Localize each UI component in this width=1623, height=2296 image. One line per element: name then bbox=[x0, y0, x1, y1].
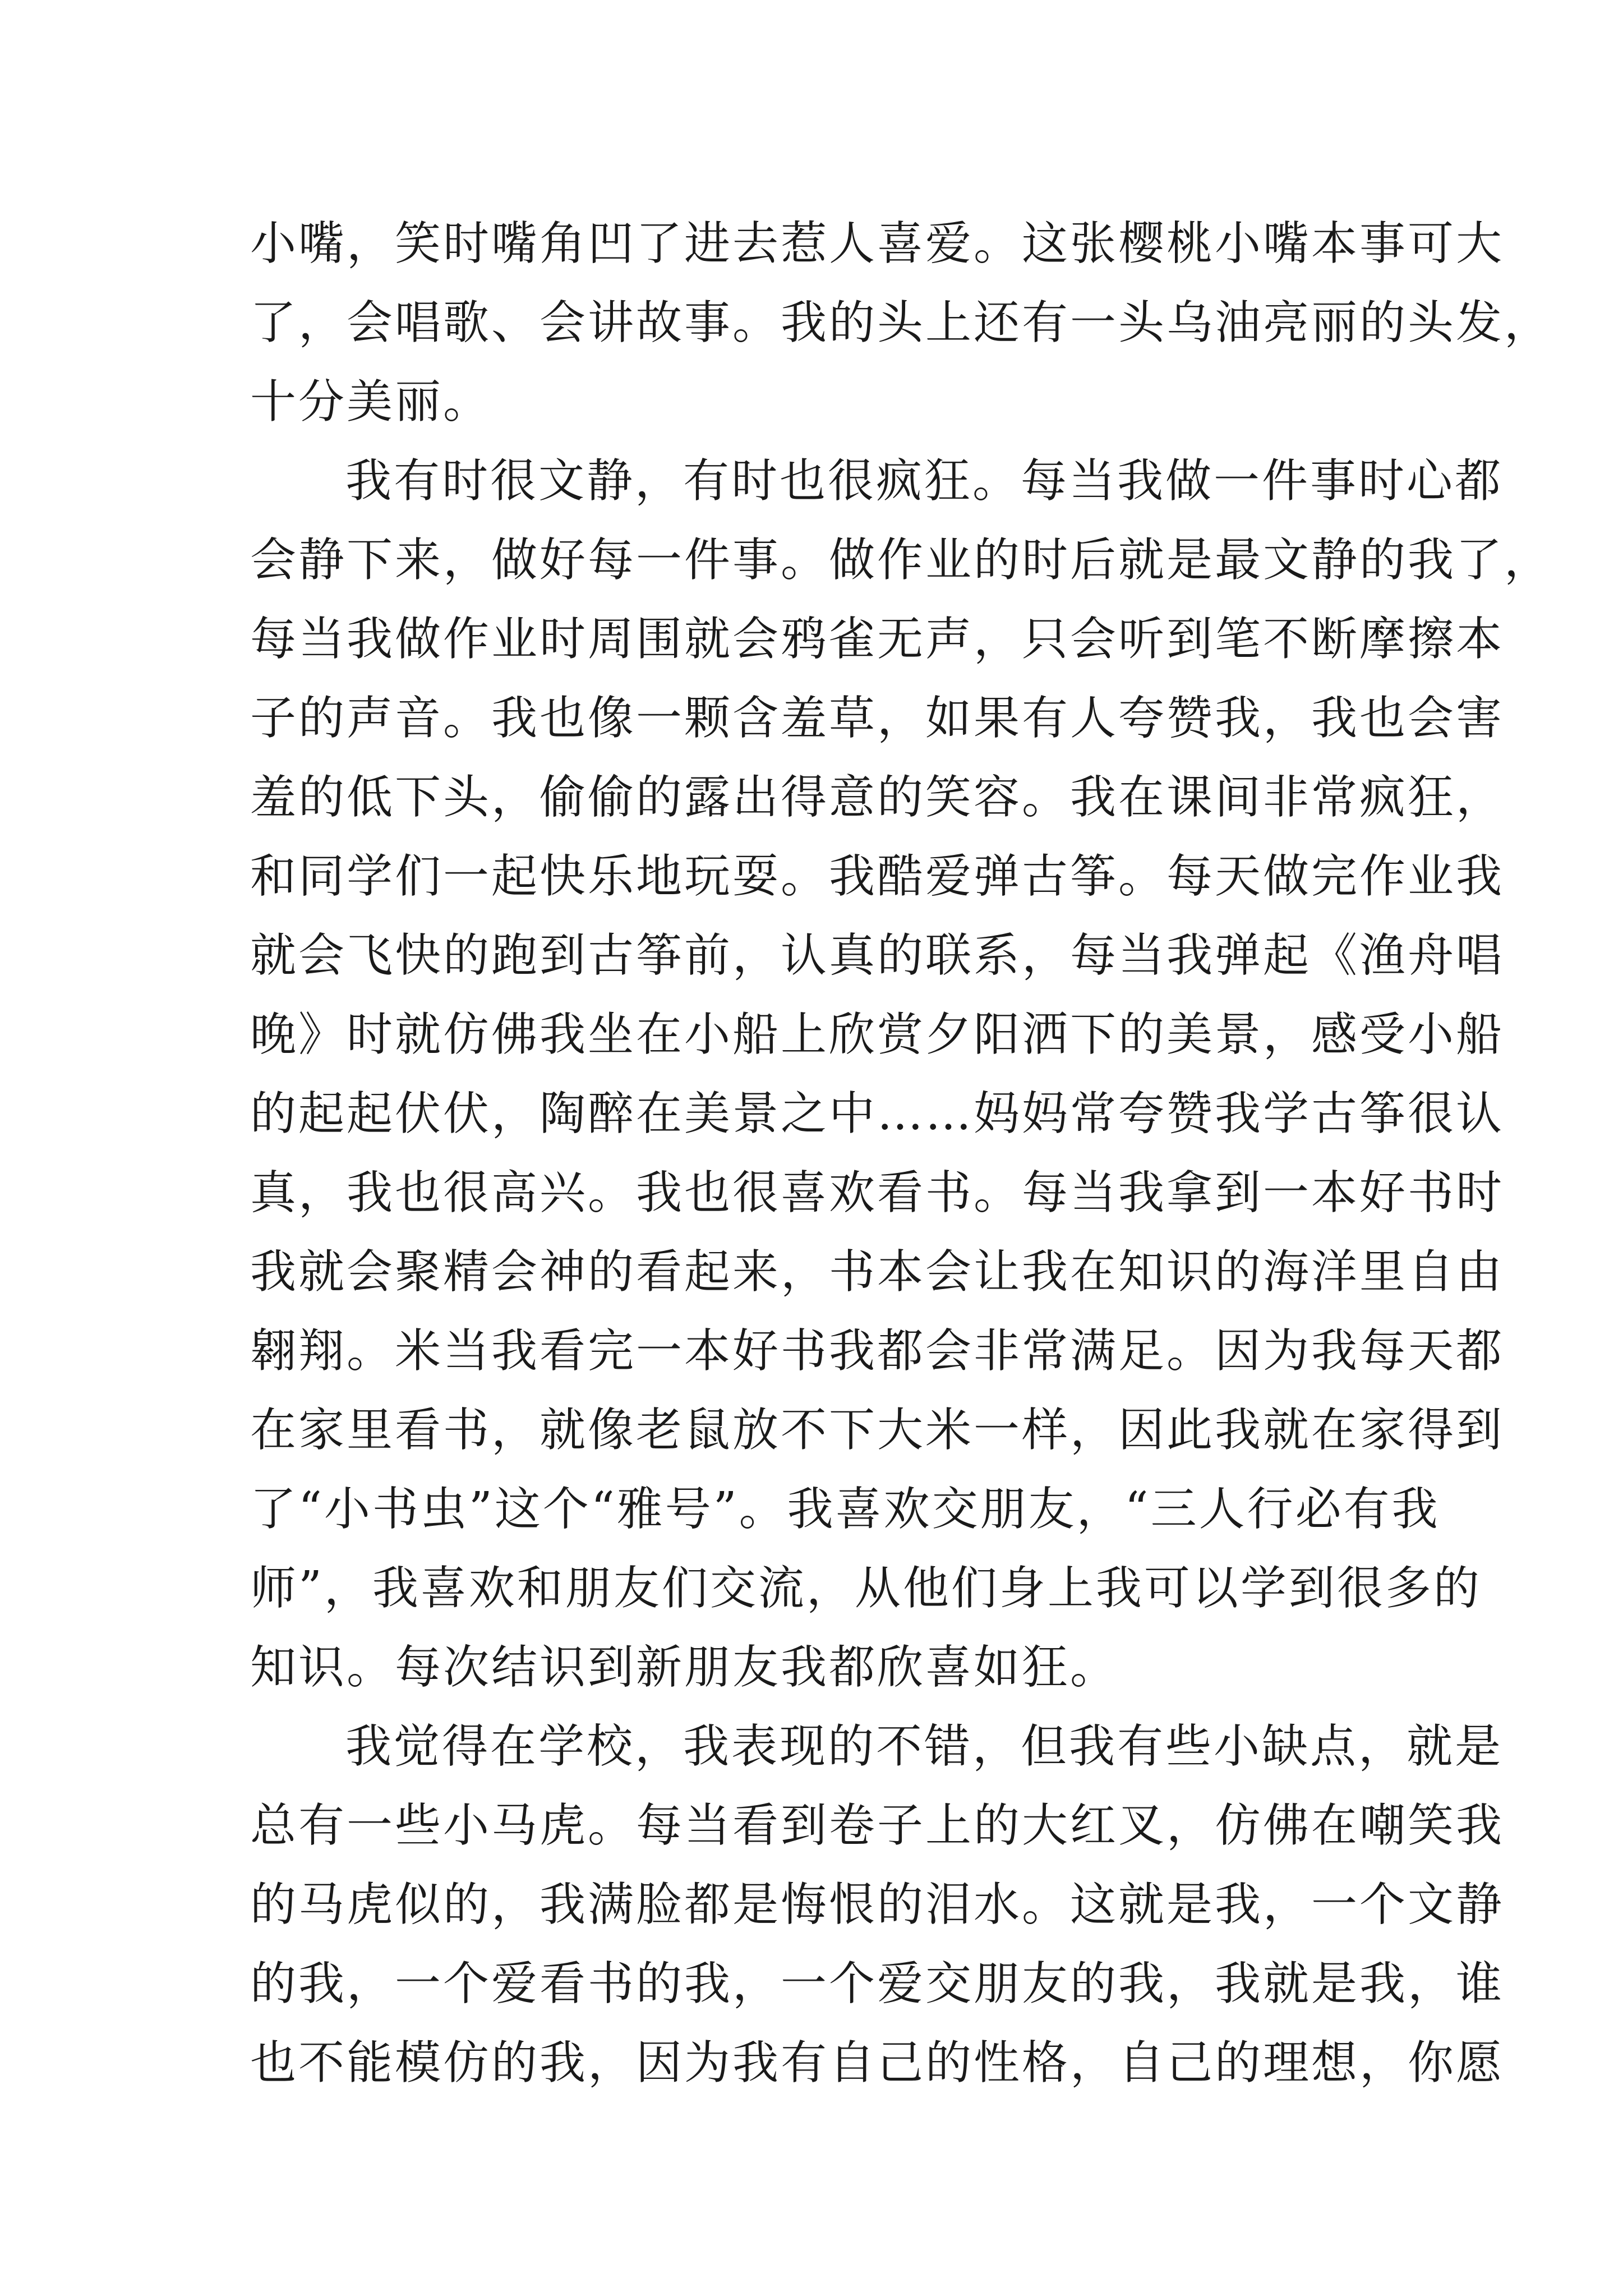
text-line: 晚》时就仿佛我坐在小船上欣赏夕阳洒下的美景，感受小船 bbox=[250, 1008, 1505, 1061]
text-line: 也不能模仿的我，因为我有自己的性格，自己的理想，你愿 bbox=[250, 2036, 1505, 2090]
text-line: 会静下来，做好每一件事。做作业的时后就是最文静的我了， bbox=[250, 533, 1553, 587]
text-line: 子的声音。我也像一颗含羞草，如果有人夸赞我，我也会害 bbox=[250, 692, 1505, 745]
text-line: 我觉得在学校，我表现的不错，但我有些小缺点，就是 bbox=[345, 1720, 1504, 1773]
text-line: 每当我做作业时周围就会鸦雀无声，只会听到笔不断摩擦本 bbox=[250, 613, 1505, 666]
text-line: 就会飞快的跑到古筝前，认真的联系，每当我弹起《渔舟唱 bbox=[250, 929, 1505, 982]
paragraph-2 bbox=[250, 441, 1553, 1707]
text-line: 在家里看书，就像老鼠放不下大米一样，因此我就在家得到 bbox=[250, 1404, 1505, 1457]
text-line: 了，会唱歌、会讲故事。我的头上还有一头乌油亮丽的头发， bbox=[250, 296, 1553, 349]
text-line: 羞的低下头，偷偷的露出得意的笑容。我在课间非常疯狂， bbox=[250, 771, 1505, 824]
text-line: 翱翔。米当我看完一本好书我都会非常满足。因为我每天都 bbox=[250, 1324, 1505, 1378]
text-line: 小嘴，笑时嘴角凹了进去惹人喜爱。这张樱桃小嘴本事可大 bbox=[250, 217, 1505, 270]
text-line: 师”，我喜欢和朋友们交流，从他们身上我可以学到很多的 bbox=[250, 1562, 1482, 1615]
text-line: 十分美丽。 bbox=[250, 375, 492, 429]
text-line: 知识。每次结识到新朋友我都欣喜如狂。 bbox=[250, 1641, 1119, 1694]
text-line: 了“小书虫”这个“雅号”。我喜欢交朋友，“三人行必有我 bbox=[250, 1483, 1440, 1536]
paragraph-1 bbox=[250, 204, 1553, 441]
text-line: 的起起伏伏，陶醉在美景之中……妈妈常夸赞我学古筝很认 bbox=[250, 1087, 1505, 1140]
text-line: 和同学们一起快乐地玩耍。我酷爱弹古筝。每天做完作业我 bbox=[250, 850, 1505, 903]
paragraph-3 bbox=[250, 1707, 1505, 2102]
text-line: 的我，一个爱看书的我，一个爱交朋友的我，我就是我，谁 bbox=[250, 1957, 1505, 2010]
text-line: 我有时很文静，有时也很疯狂。每当我做一件事时心都 bbox=[345, 454, 1504, 508]
text-line: 真，我也很高兴。我也很喜欢看书。每当我拿到一本好书时 bbox=[250, 1166, 1505, 1220]
text-line: 的马虎似的，我满脸都是悔恨的泪水。这就是我，一个文静 bbox=[250, 1878, 1505, 1931]
text-line: 总有一些小马虎。每当看到卷子上的大红叉，仿佛在嘲笑我 bbox=[250, 1799, 1505, 1852]
body-text bbox=[250, 204, 1553, 2102]
text-line: 我就会聚精会神的看起来，书本会让我在知识的海洋里自由 bbox=[250, 1245, 1505, 1299]
